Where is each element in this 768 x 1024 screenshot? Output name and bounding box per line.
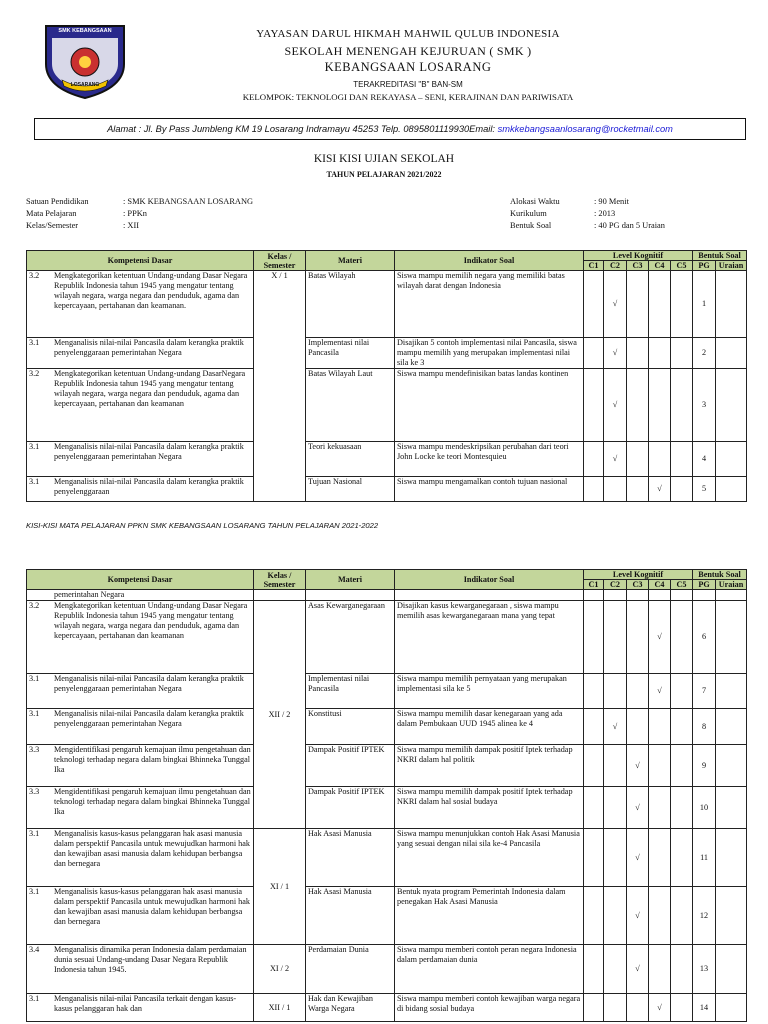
level-c2 [604, 477, 627, 502]
header-materi: Materi [306, 570, 395, 590]
level-c4 [649, 887, 671, 945]
school-type: SEKOLAH MENENGAH KEJURUAN ( SMK ) [284, 44, 532, 58]
level-c3 [627, 829, 649, 887]
uraian-cell [716, 887, 747, 945]
level-c1 [584, 369, 604, 442]
materi-cell: Hak dan Kewajiban Warga Negara [306, 994, 395, 1022]
level-c1 [584, 994, 604, 1022]
materi-cell: Teori kekuasaan [306, 442, 395, 477]
kd-number: 3.1 [29, 674, 40, 683]
table-row [27, 601, 747, 674]
kd-text: Menganalisis kasus-kasus pelanggaran hak asasi manusia dalam perspektif Pancasila untuk mewujudkan harmoni hak dan kewajiban asasi manusia dalam kehidupan berbangsa dan bernegara [54, 887, 250, 926]
kd-cell [27, 590, 254, 601]
level-c4 [649, 945, 671, 994]
level-c1 [584, 442, 604, 477]
materi-cell: Perdamaian Dunia [306, 945, 395, 994]
kd-number: 3.1 [29, 442, 40, 451]
kd-number: 3.1 [29, 338, 40, 347]
meta_left-label: Satuan Pendidikan [26, 197, 89, 206]
header-bentuk-soal: Bentuk Soal [693, 570, 747, 580]
kisi-table-2 [26, 569, 747, 1022]
uraian-cell [716, 945, 747, 994]
table-row [27, 338, 747, 369]
level-c4 [649, 829, 671, 887]
header-c5: C5 [671, 580, 693, 590]
indikator-cell: Siswa mampu memilih dampak positif Iptek terhadap NKRI dalam hal sosial budaya [395, 787, 584, 829]
indikator-cell: Siswa mampu mengamalkan contoh tujuan nasional [395, 477, 584, 502]
level-c3 [627, 369, 649, 442]
meta_right-value: : 90 Menit [594, 197, 629, 206]
level-c5 [671, 887, 693, 945]
level-c1 [584, 477, 604, 502]
level-c2 [604, 829, 627, 887]
kd-text: Menganalisis nilai-nilai Pancasila dalam kerangka praktik penyelenggaraan pemerintahan Negara [54, 338, 244, 357]
indikator-cell: Siswa mampu memberi contoh kewajiban warga negara di bidang sosial budaya [395, 994, 584, 1022]
level-c2 [604, 442, 627, 477]
table-row [27, 369, 747, 442]
meta_left-value: : PPKn [123, 209, 147, 218]
pg-cell: 3 [693, 369, 716, 442]
materi-cell: Dampak Positif IPTEK [306, 745, 395, 787]
pg-cell: 7 [693, 674, 716, 709]
level-c5 [671, 829, 693, 887]
header-kelas-semester: Kelas / Semester [254, 251, 306, 271]
check-mark: √ [635, 760, 640, 770]
check-mark: √ [657, 1002, 662, 1012]
header-materi: Materi [306, 251, 395, 271]
level-c3 [627, 787, 649, 829]
level-c1 [584, 601, 604, 674]
uraian-cell [716, 338, 747, 369]
uraian-cell [716, 369, 747, 442]
header-c4: C4 [649, 261, 671, 271]
level-c3 [627, 945, 649, 994]
level-c3 [627, 745, 649, 787]
indikator-cell: Siswa mampu memilih pernyataan yang merupakan implementasi sila ke 5 [395, 674, 584, 709]
level-c3 [627, 442, 649, 477]
level-c5 [671, 477, 693, 502]
level-c4 [649, 787, 671, 829]
level-c4 [649, 338, 671, 369]
level-c3 [627, 271, 649, 338]
header-c1: C1 [584, 580, 604, 590]
pg-cell: 1 [693, 271, 716, 338]
level-c1 [584, 787, 604, 829]
header-c3: C3 [627, 261, 649, 271]
kd-cell [27, 338, 254, 369]
table-row [27, 745, 747, 787]
accreditation: TERAKREDITASI "B" BAN-SM [353, 80, 463, 89]
meta_right-value: : 40 PG dan 5 Uraian [594, 221, 665, 230]
table-row [27, 477, 747, 502]
kd-text: Menganalisis nilai-nilai Pancasila dalam kerangka praktik penyelenggaraan [54, 477, 244, 496]
kd-text: Mengkategorikan ketentuan Undang-undang Dasar Negara Republik Indonesia tahun 1945 yang mengatur tentang wilayah negara, warga negara dan penduduk, agama dan kepercayaan, pertahanan dan keamanan [54, 601, 248, 640]
table-row [27, 829, 747, 887]
materi-cell: Implementasi nilai Pancasila [306, 674, 395, 709]
address-box [34, 118, 746, 140]
kd-number: 3.1 [29, 829, 40, 838]
level-c4 [649, 601, 671, 674]
header-c4: C4 [649, 580, 671, 590]
indikator-cell: Siswa mampu memilih dampak positif Iptek terhadap NKRI dalam hal politik [395, 745, 584, 787]
table-row [27, 271, 747, 338]
materi-cell: Implementasi nilai Pancasila [306, 338, 395, 369]
level-c1 [584, 709, 604, 745]
level-c3 [627, 994, 649, 1022]
uraian-cell [716, 787, 747, 829]
kd-cell [27, 477, 254, 502]
level-c1 [584, 945, 604, 994]
school-name: KEBANGSAAN LOSARANG [324, 60, 492, 74]
check-mark: √ [657, 632, 662, 641]
table-row [27, 994, 747, 1022]
header-uraian: Uraian [716, 580, 747, 590]
table-row [27, 674, 747, 709]
header-pg: PG [693, 580, 716, 590]
meta_right-label: Bentuk Soal [510, 221, 552, 230]
kelas-cell: X / 1 [254, 271, 306, 502]
pg-cell: 4 [693, 442, 716, 477]
header-level-kognitif: Level Kognitif [584, 251, 693, 261]
address-text: Alamat : Jl. By Pass Jumbleng KM 19 Losarang Indramayu 45253 Telp. 0895801119930Email: [107, 124, 498, 134]
kd-cell [27, 994, 254, 1022]
kd-cell [27, 709, 254, 745]
header-c3: C3 [627, 580, 649, 590]
level-c1 [584, 271, 604, 338]
indikator-cell: Siswa mampu memilih dasar kenegaraan yang ada dalam Pembukaan UUD 1945 alinea ke 4 [395, 709, 584, 745]
document-subtitle: TAHUN PELAJARAN 2021/2022 [326, 170, 442, 179]
header-bentuk-soal: Bentuk Soal [693, 251, 747, 261]
kd-number: 3.1 [29, 709, 40, 718]
uraian-cell [716, 745, 747, 787]
materi-cell: Hak Asasi Manusia [306, 829, 395, 887]
table-row [27, 887, 747, 945]
level-c5 [671, 994, 693, 1022]
uraian-cell [716, 477, 747, 502]
uraian-cell [716, 829, 747, 887]
level-c5 [671, 674, 693, 709]
check-mark: √ [612, 348, 618, 357]
level-c4 [649, 674, 671, 709]
kd-text: Mengkategorikan ketentuan Undang-undang Dasar Negara Republik Indonesia tahun 1945 yang mengatur tentang wilayah negara, warga negara dan penduduk, agama dan kepercayaan, pertahanan dan keamanan. [54, 271, 248, 310]
level-c4 [649, 709, 671, 745]
kd-number: 3.2 [29, 369, 40, 378]
level-c3 [627, 601, 649, 674]
check-mark: √ [657, 686, 662, 695]
check-mark: √ [635, 802, 640, 812]
level-c2 [604, 994, 627, 1022]
kd-text: Menganalisis dinamika peran Indonesia dalam perdamaian dunia sesuai Undang-undang Dasar Negara Republik Indonesia tahun 1945. [54, 945, 247, 974]
kisi-table-1 [26, 250, 747, 502]
check-mark: √ [657, 484, 662, 493]
level-c4 [649, 271, 671, 338]
kd-text: Menganalisis kasus-kasus pelanggaran hak asasi manusia dalam perspektif Pancasila untuk mewujudkan harmoni hak dan kewajiban asasi manusia dalam kehidupan berbangsa dan bernegara [54, 829, 250, 868]
table-row [27, 442, 747, 477]
kd-number: 3.3 [29, 745, 40, 754]
meta_left-label: Mata Pelajaran [26, 209, 77, 218]
check-mark: √ [612, 721, 618, 731]
uraian-cell [716, 442, 747, 477]
table-row [27, 787, 747, 829]
footer-note: KISI-KISI MATA PELAJARAN PPKN SMK KEBANGSAAN LOSARANG TAHUN PELAJARAN 2021-2022 [26, 521, 379, 530]
indikator-cell: Disajikan 5 contoh implementasi nilai Pancasila, siswa mampu memilih yang merupakan implementasi nilai sila ke 3 [395, 338, 584, 369]
level-c5 [671, 601, 693, 674]
kd-cell [27, 945, 254, 994]
indikator-cell: Siswa mampu mendefinisikan batas landas kontinen [395, 369, 584, 442]
table-row [27, 945, 747, 994]
kd-number: 3.2 [29, 271, 40, 280]
header-level-kognitif: Level Kognitif [584, 570, 693, 580]
kd-cell [27, 271, 254, 338]
kd-text: Menganalisis nilai-nilai Pancasila terkait dengan kasus-kasus pelanggaran hak dan [54, 994, 237, 1013]
level-c5 [671, 787, 693, 829]
level-c4 [649, 994, 671, 1022]
kd-text: Menganalisis nilai-nilai Pancasila dalam kerangka praktik penyelenggaraan pemerintahan Negara [54, 442, 244, 461]
kd-text: Mengidentifikasi pengaruh kemajuan ilmu pengetahuan dan teknologi terhadap negara dalam bingkai Bhinneka Tunggal Ika [54, 787, 251, 816]
kd-cell [27, 442, 254, 477]
level-c5 [671, 369, 693, 442]
uraian-cell [716, 674, 747, 709]
table-row [27, 709, 747, 745]
kd-number: 3.4 [29, 945, 40, 954]
kd-number: 3.1 [29, 887, 40, 896]
level-c4 [649, 745, 671, 787]
level-c1 [584, 829, 604, 887]
level-c1 [584, 887, 604, 945]
document-title: KISI KISI UJIAN SEKOLAH [313, 153, 455, 165]
kd-text: Mengkategorikan ketentuan Undang-undang DasarNegara Republik Indonesia tahun 1945 yang mengatur tentang wilayah negara, warga negara dan penduduk, agama dan kepercayaan, pertahanan dan keamanan [54, 369, 246, 408]
kd-text: Mengidentifikasi pengaruh kemajuan ilmu pengetahuan dan teknologi terhadap negara dalam bingkai Bhinneka Tunggal Ika [54, 745, 251, 774]
level-c2 [604, 601, 627, 674]
pg-cell: 2 [693, 338, 716, 369]
check-mark: √ [635, 964, 640, 973]
level-c5 [671, 709, 693, 745]
level-c5 [671, 271, 693, 338]
materi-cell: Konstitusi [306, 709, 395, 745]
header-c2: C2 [604, 261, 627, 271]
level-c3 [627, 709, 649, 745]
level-c5 [671, 338, 693, 369]
level-c4 [649, 442, 671, 477]
kd-cell [27, 787, 254, 829]
level-c2 [604, 709, 627, 745]
level-c2 [604, 271, 627, 338]
pg-cell: 5 [693, 477, 716, 502]
indikator-cell: Siswa mampu memilih negara yang memiliki batas wilayah darat dengan Indonesia [395, 271, 584, 338]
level-c3 [627, 477, 649, 502]
level-c2 [604, 674, 627, 709]
check-mark: √ [612, 400, 618, 409]
pg-cell: 14 [693, 994, 716, 1022]
logo-text-top: SMK KEBANGSAAN [58, 28, 112, 34]
kd-cell [27, 674, 254, 709]
materi-cell: Asas Kewarganegaraan [306, 601, 395, 674]
kd-number: 3.1 [29, 994, 40, 1003]
pg-cell: 13 [693, 945, 716, 994]
level-c5 [671, 945, 693, 994]
uraian-cell [716, 994, 747, 1022]
kd-text: pemerintahan Negara [54, 590, 125, 599]
pg-cell: 6 [693, 601, 716, 674]
header-c1: C1 [584, 261, 604, 271]
level-c2 [604, 338, 627, 369]
kd-number: 3.2 [29, 601, 40, 610]
level-c5 [671, 745, 693, 787]
indikator-cell: Siswa mampu memberi contoh peran negara Indonesia dalam perdamaian dunia [395, 945, 584, 994]
pg-cell: 8 [693, 709, 716, 745]
header-indikator: Indikator Soal [395, 251, 584, 271]
indikator-cell: Disajikan kasus kewarganegaraan , siswa mampu memilih asas kewarganegaraan mana yang tepat [395, 601, 584, 674]
level-c1 [584, 745, 604, 787]
logo-text-bottom: LOSARANG [70, 82, 100, 88]
header-kelas-semester: Kelas / Semester [254, 570, 306, 590]
kd-cell [27, 829, 254, 887]
meta_left-value: : SMK KEBANGSAAN LOSARANG [123, 197, 254, 206]
pg-cell: 12 [693, 887, 716, 945]
check-mark: √ [635, 910, 640, 920]
materi-cell: Batas Wilayah [306, 271, 395, 338]
kelas-cell: XI / 2 [254, 945, 306, 994]
kd-number: 3.3 [29, 787, 40, 796]
indikator-cell: Siswa mampu mendeskripsikan perubahan dari teori John Locke ke teori Montesquieu [395, 442, 584, 477]
level-c4 [649, 477, 671, 502]
kd-number: 3.1 [29, 477, 40, 486]
indikator-cell: Bentuk nyata program Pemerintah Indonesia dalam penegakan Hak Asasi Manusia [395, 887, 584, 945]
level-c2 [604, 745, 627, 787]
kd-cell [27, 369, 254, 442]
header-uraian: Uraian [716, 261, 747, 271]
check-mark: √ [635, 852, 640, 862]
school-group: KELOMPOK: TEKNOLOGI DAN REKAYASA – SENI, KERAJINAN DAN PARIWISATA [242, 92, 574, 102]
table-row-carryover [27, 590, 747, 601]
header-kompetensi-dasar: Kompetensi Dasar [27, 570, 254, 590]
materi-cell: Tujuan Nasional [306, 477, 395, 502]
level-c4 [649, 369, 671, 442]
meta_left-value: : XII [123, 221, 140, 230]
level-c2 [604, 945, 627, 994]
kd-text: Menganalisis nilai-nilai Pancasila dalam kerangka praktik penyelenggaraan pemerintahan Negara [54, 709, 244, 728]
check-mark: √ [612, 454, 618, 463]
level-c3 [627, 674, 649, 709]
kd-cell [27, 601, 254, 674]
uraian-cell [716, 271, 747, 338]
uraian-cell [716, 601, 747, 674]
meta_right-value: : 2013 [594, 209, 616, 218]
kelas-cell: XI / 1 [254, 829, 306, 945]
materi-cell: Dampak Positif IPTEK [306, 787, 395, 829]
level-c2 [604, 369, 627, 442]
pg-cell: 11 [693, 829, 716, 887]
level-c2 [604, 787, 627, 829]
kelas-cell: XII / 2 [254, 601, 306, 829]
level-c1 [584, 338, 604, 369]
meta_right-label: Kurikulum [510, 209, 547, 218]
kd-text: Menganalisis nilai-nilai Pancasila dalam kerangka praktik penyelenggaraan pemerintahan Negara [54, 674, 244, 693]
email-link[interactable]: smkkebangsaanlosarang@rocketmail.com [497, 124, 673, 134]
pg-cell: 9 [693, 745, 716, 787]
level-c1 [584, 674, 604, 709]
level-c3 [627, 338, 649, 369]
kd-cell [27, 745, 254, 787]
header-c2: C2 [604, 580, 627, 590]
level-c5 [671, 442, 693, 477]
pg-cell: 10 [693, 787, 716, 829]
school-logo [40, 20, 130, 100]
materi-cell: Batas Wilayah Laut [306, 369, 395, 442]
header-kompetensi-dasar: Kompetensi Dasar [27, 251, 254, 271]
foundation-name: YAYASAN DARUL HIKMAH MAHWIL QULUB INDONESIA [256, 28, 560, 40]
check-mark: √ [612, 299, 618, 308]
header-c5: C5 [671, 261, 693, 271]
indikator-cell: Siswa mampu menunjukkan contoh Hak Asasi Manusia yang sesuai dengan nilai sila ke-4 Pancasila [395, 829, 584, 887]
level-c3 [627, 887, 649, 945]
kd-cell [27, 887, 254, 945]
uraian-cell [716, 709, 747, 745]
materi-cell: Hak Asasi Manusia [306, 887, 395, 945]
header-indikator: Indikator Soal [395, 570, 584, 590]
meta_left-label: Kelas/Semester [26, 221, 79, 230]
kelas-cell: XII / 1 [254, 994, 306, 1022]
level-c2 [604, 887, 627, 945]
header-pg: PG [693, 261, 716, 271]
meta_right-label: Alokasi Waktu [510, 197, 560, 206]
